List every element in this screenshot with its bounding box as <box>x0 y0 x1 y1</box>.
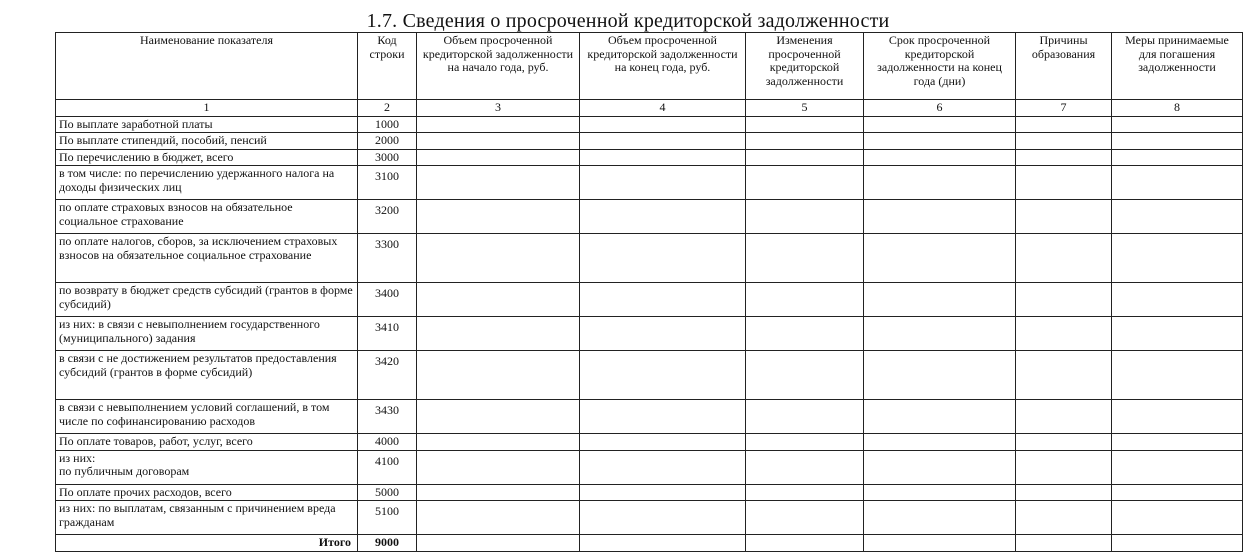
value-cell <box>1016 351 1112 400</box>
table-row <box>56 484 1243 501</box>
overdue-payables-table <box>55 32 1243 552</box>
value-cell <box>417 434 580 451</box>
value-cell <box>417 535 580 552</box>
value-cell <box>1112 133 1243 150</box>
value-cell <box>417 484 580 501</box>
row-code: 3400 <box>358 283 417 317</box>
value-cell <box>580 351 746 400</box>
value-cell <box>864 149 1016 166</box>
indicator-name: По оплате прочих расходов, всего <box>56 484 358 501</box>
value-cell <box>746 283 864 317</box>
value-cell <box>864 535 1016 552</box>
value-cell <box>1016 501 1112 535</box>
value-cell <box>746 450 864 484</box>
indicator-name: в связи с не достижением результатов предоставления субсидий (грантов в форме субсидий) <box>56 351 358 400</box>
value-cell <box>864 400 1016 434</box>
value-cell <box>417 234 580 283</box>
value-cell <box>580 317 746 351</box>
value-cell <box>1112 400 1243 434</box>
value-cell <box>1016 133 1112 150</box>
row-code: 3300 <box>358 234 417 283</box>
table-row <box>56 283 1243 317</box>
value-cell <box>864 234 1016 283</box>
value-cell <box>1112 200 1243 234</box>
value-cell <box>746 133 864 150</box>
row-code: 3200 <box>358 200 417 234</box>
column-header: Причины образования <box>1016 33 1112 100</box>
value-cell <box>580 450 746 484</box>
value-cell <box>417 317 580 351</box>
value-cell <box>864 501 1016 535</box>
row-code: 3420 <box>358 351 417 400</box>
column-header: Объем просроченной кредиторской задолженности на конец года, руб. <box>580 33 746 100</box>
value-cell <box>417 116 580 133</box>
value-cell <box>1112 317 1243 351</box>
table-row <box>56 116 1243 133</box>
value-cell <box>417 501 580 535</box>
value-cell <box>1112 434 1243 451</box>
value-cell <box>1016 283 1112 317</box>
indicator-name: По выплате стипендий, пособий, пенсий <box>56 133 358 150</box>
value-cell <box>864 484 1016 501</box>
value-cell <box>1112 351 1243 400</box>
value-cell <box>580 434 746 451</box>
value-cell <box>1112 535 1243 552</box>
value-cell <box>580 535 746 552</box>
value-cell <box>417 283 580 317</box>
value-cell <box>1112 484 1243 501</box>
value-cell <box>1016 434 1112 451</box>
table-row <box>56 450 1243 484</box>
value-cell <box>580 116 746 133</box>
value-cell <box>864 200 1016 234</box>
indicator-name: по оплате налогов, сборов, за исключением страховых взносов на обязательное социальное страхование <box>56 234 358 283</box>
value-cell <box>1112 501 1243 535</box>
value-cell <box>1016 400 1112 434</box>
value-cell <box>1016 484 1112 501</box>
value-cell <box>417 133 580 150</box>
column-number: 8 <box>1112 100 1243 117</box>
value-cell <box>1112 283 1243 317</box>
value-cell <box>746 535 864 552</box>
table-row <box>56 317 1243 351</box>
column-header: Код строки <box>358 33 417 100</box>
value-cell <box>1016 535 1112 552</box>
column-number: 3 <box>417 100 580 117</box>
value-cell <box>864 450 1016 484</box>
value-cell <box>580 234 746 283</box>
column-header: Срок просроченной кредиторской задолженности на конец года (дни) <box>864 33 1016 100</box>
value-cell <box>1016 200 1112 234</box>
row-code: 4000 <box>358 434 417 451</box>
value-cell <box>864 351 1016 400</box>
table-row <box>56 535 1243 552</box>
value-cell <box>746 166 864 200</box>
value-cell <box>746 234 864 283</box>
value-cell <box>580 149 746 166</box>
value-cell <box>864 133 1016 150</box>
row-code: 5000 <box>358 484 417 501</box>
total-label: Итого <box>56 535 358 552</box>
value-cell <box>417 450 580 484</box>
value-cell <box>580 283 746 317</box>
value-cell <box>746 501 864 535</box>
value-cell <box>580 166 746 200</box>
value-cell <box>1112 116 1243 133</box>
value-cell <box>1112 166 1243 200</box>
value-cell <box>1016 116 1112 133</box>
table-row <box>56 434 1243 451</box>
row-code: 3430 <box>358 400 417 434</box>
indicator-name: в том числе: по перечислению удержанного налога на доходы физических лиц <box>56 166 358 200</box>
value-cell <box>417 400 580 434</box>
row-code: 3000 <box>358 149 417 166</box>
table-row <box>56 166 1243 200</box>
column-header: Изменения просроченной кредиторской задолженности <box>746 33 864 100</box>
value-cell <box>580 400 746 434</box>
column-number: 7 <box>1016 100 1112 117</box>
value-cell <box>864 283 1016 317</box>
table-row <box>56 149 1243 166</box>
value-cell <box>1016 166 1112 200</box>
value-cell <box>746 484 864 501</box>
value-cell <box>746 116 864 133</box>
column-number: 1 <box>56 100 358 117</box>
value-cell <box>864 116 1016 133</box>
column-number: 6 <box>864 100 1016 117</box>
value-cell <box>1112 450 1243 484</box>
value-cell <box>746 400 864 434</box>
value-cell <box>1016 450 1112 484</box>
row-code: 1000 <box>358 116 417 133</box>
value-cell <box>746 149 864 166</box>
value-cell <box>417 200 580 234</box>
column-header: Объем просроченной кредиторской задолженности на начало года, руб. <box>417 33 580 100</box>
value-cell <box>580 200 746 234</box>
value-cell <box>580 501 746 535</box>
table-row <box>56 400 1243 434</box>
table-row <box>56 234 1243 283</box>
indicator-name: в связи с невыполнением условий соглашений, в том числе по софинансированию расходов <box>56 400 358 434</box>
value-cell <box>1112 149 1243 166</box>
value-cell <box>417 166 580 200</box>
table-row <box>56 351 1243 400</box>
indicator-name: из них: по выплатам, связанным с причинением вреда гражданам <box>56 501 358 535</box>
value-cell <box>1016 149 1112 166</box>
column-number-row <box>56 100 1243 117</box>
value-cell <box>417 149 580 166</box>
value-cell <box>746 317 864 351</box>
header-row <box>56 33 1243 100</box>
value-cell <box>746 351 864 400</box>
table-row <box>56 200 1243 234</box>
table-row <box>56 133 1243 150</box>
column-number: 5 <box>746 100 864 117</box>
value-cell <box>864 434 1016 451</box>
value-cell <box>864 166 1016 200</box>
row-code: 5100 <box>358 501 417 535</box>
value-cell <box>1016 317 1112 351</box>
row-code: 3410 <box>358 317 417 351</box>
value-cell <box>864 317 1016 351</box>
row-code: 3100 <box>358 166 417 200</box>
row-code: 4100 <box>358 450 417 484</box>
value-cell <box>746 434 864 451</box>
column-number: 2 <box>358 100 417 117</box>
indicator-name: из них: в связи с невыполнением государственного (муниципального) задания <box>56 317 358 351</box>
row-code: 9000 <box>358 535 417 552</box>
indicator-name: по оплате страховых взносов на обязательное социальное страхование <box>56 200 358 234</box>
value-cell <box>1016 234 1112 283</box>
indicator-name: из них: по публичным договорам <box>56 450 358 484</box>
value-cell <box>580 484 746 501</box>
value-cell <box>417 351 580 400</box>
page-title: 1.7. Сведения о просроченной кредиторской задолженности <box>366 10 890 32</box>
indicator-name: По перечислению в бюджет, всего <box>56 149 358 166</box>
column-header: Меры принимаемые для погашения задолженности <box>1112 33 1243 100</box>
column-number: 4 <box>580 100 746 117</box>
indicator-name: по возврату в бюджет средств субсидий (грантов в форме субсидий) <box>56 283 358 317</box>
value-cell <box>746 200 864 234</box>
table-body <box>56 116 1243 551</box>
value-cell <box>1112 234 1243 283</box>
indicator-name: По выплате заработной платы <box>56 116 358 133</box>
indicator-name: По оплате товаров, работ, услуг, всего <box>56 434 358 451</box>
value-cell <box>580 133 746 150</box>
table-row <box>56 501 1243 535</box>
row-code: 2000 <box>358 133 417 150</box>
column-header: Наименование показателя <box>56 33 358 100</box>
